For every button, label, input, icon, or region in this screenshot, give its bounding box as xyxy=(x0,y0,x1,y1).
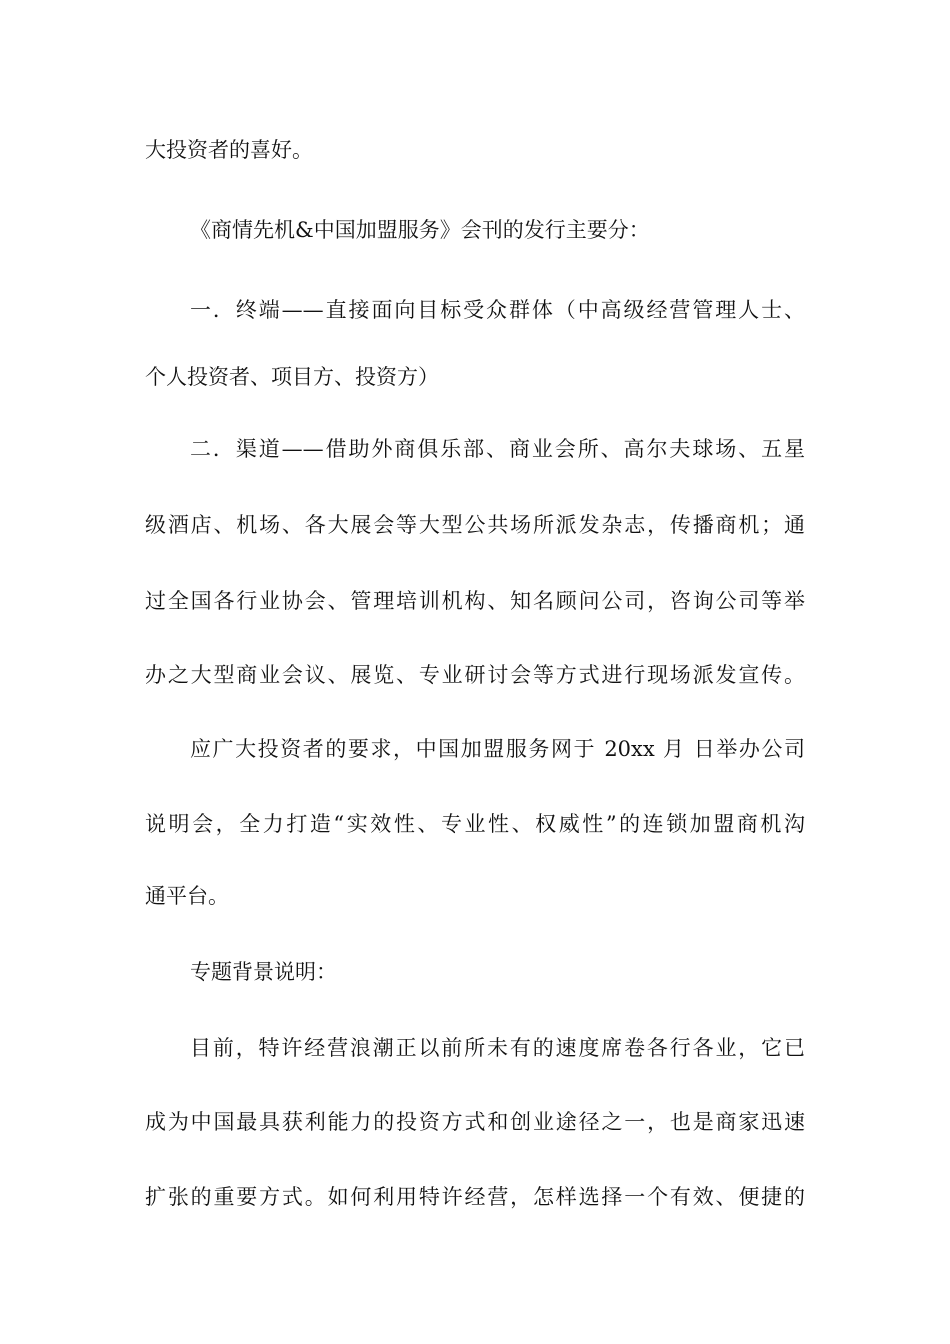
text-line: 二．渠道——借助外商俱乐部、商业会所、高尔夫球场、五星 xyxy=(190,437,805,461)
text-line: 个人投资者、项目方、投资方） xyxy=(145,365,439,389)
text-line: 通平台。 xyxy=(145,884,229,908)
text-line: 一．终端——直接面向目标受众群体（中高级经营管理人士、 xyxy=(190,298,805,322)
text-line: 应广大投资者的要求，中国加盟服务网于 20xx 月 日举办公司 xyxy=(190,737,805,761)
text-line: 扩张的重要方式。如何利用特许经营，怎样选择一个有效、便捷的 xyxy=(145,1185,805,1209)
text-line: 说明会，全力打造“实效性、专业性、权威性”的连锁加盟商机沟 xyxy=(145,812,805,836)
text-line: 办之大型商业会议、展览、专业研讨会等方式进行现场派发宣传。 xyxy=(145,663,805,687)
text-line: 大投资者的喜好。 xyxy=(145,138,313,162)
text-line: 级酒店、机场、各大展会等大型公共场所派发杂志，传播商机；通 xyxy=(145,513,805,537)
text-line: 目前，特许经营浪潮正以前所未有的速度席卷各行各业，它已 xyxy=(190,1036,805,1060)
text-line: 《商情先机&中国加盟服务》会刊的发行主要分： xyxy=(190,218,650,242)
text-line: 过全国各行业协会、管理培训机构、知名顾问公司，咨询公司等举 xyxy=(145,589,805,613)
text-line: 成为中国最具获利能力的投资方式和创业途径之一，也是商家迅速 xyxy=(145,1110,805,1134)
text-line: 专题背景说明： xyxy=(190,960,337,984)
